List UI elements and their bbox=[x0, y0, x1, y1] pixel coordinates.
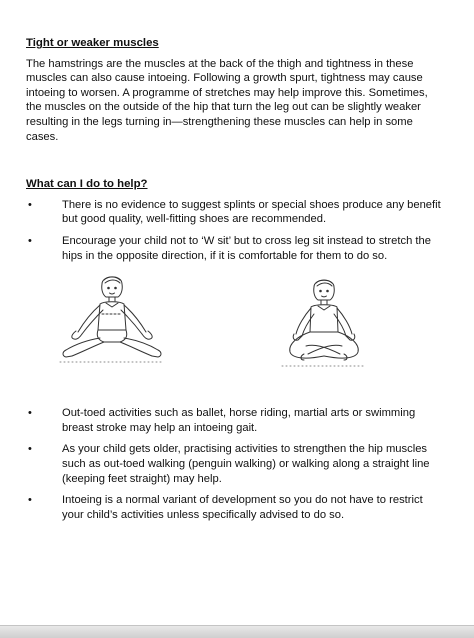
list-item-text: Intoeing is a normal variant of development so you do not have to restrict your child’s activities unless specifically advised to do so. bbox=[62, 494, 423, 521]
bullet-icon: • bbox=[28, 234, 32, 247]
list-item bbox=[26, 234, 444, 263]
section-spacer bbox=[26, 144, 444, 177]
list-item bbox=[26, 198, 444, 227]
paragraph-tight-muscles: The hamstrings are the muscles at the back of the thigh and tightness in these muscles can also cause intoeing. Following a growth spurt, tightness may cause intoeing to worsen. A programme of stretches may help improve this. Sometimes, the muscles on the outside of the hip that turn the leg out can be slightly weaker resulting in the legs turning in—strengthening these muscles can help in some cases. bbox=[26, 57, 428, 143]
page-bottom-edge bbox=[0, 625, 474, 638]
list-item-text: Encourage your child not to ‘W sit’ but to cross leg sit instead to stretch the hips in the opposite direction, if it is comfortable for them to do so. bbox=[62, 234, 431, 262]
list-item-text: Out-toed activities such as ballet, horse riding, martial arts or swimming breast stroke may help an intoeing gait. bbox=[62, 407, 416, 434]
bullet-icon: • bbox=[28, 443, 32, 456]
list-item-text: As your child gets older, practising activities to strengthen the hip muscles such as out-toed walking (penguin walking) or walking along a straight line (keeping feet straight) may help. bbox=[62, 443, 430, 485]
bullet-icon: • bbox=[28, 494, 32, 507]
advice-list-top bbox=[26, 198, 444, 263]
bullet-icon: • bbox=[28, 407, 32, 420]
list-item bbox=[26, 442, 444, 486]
advice-list-bottom bbox=[26, 406, 444, 522]
list-item-text: There is no evidence to suggest splints or special shoes produce any benefit but good quality, well-fitting shoes are recommended. bbox=[62, 198, 441, 226]
cross-leg-sitting-child-icon bbox=[280, 274, 368, 370]
list-item bbox=[26, 406, 444, 435]
w-sitting-child-icon bbox=[58, 270, 166, 366]
heading-tight-muscles: Tight or weaker muscles bbox=[26, 37, 159, 49]
list-item bbox=[26, 493, 444, 522]
bullet-icon: • bbox=[28, 198, 32, 211]
document-content bbox=[26, 36, 444, 529]
heading-what-can-i-do: What can I do to help? bbox=[26, 178, 148, 191]
sitting-illustrations bbox=[26, 270, 444, 388]
